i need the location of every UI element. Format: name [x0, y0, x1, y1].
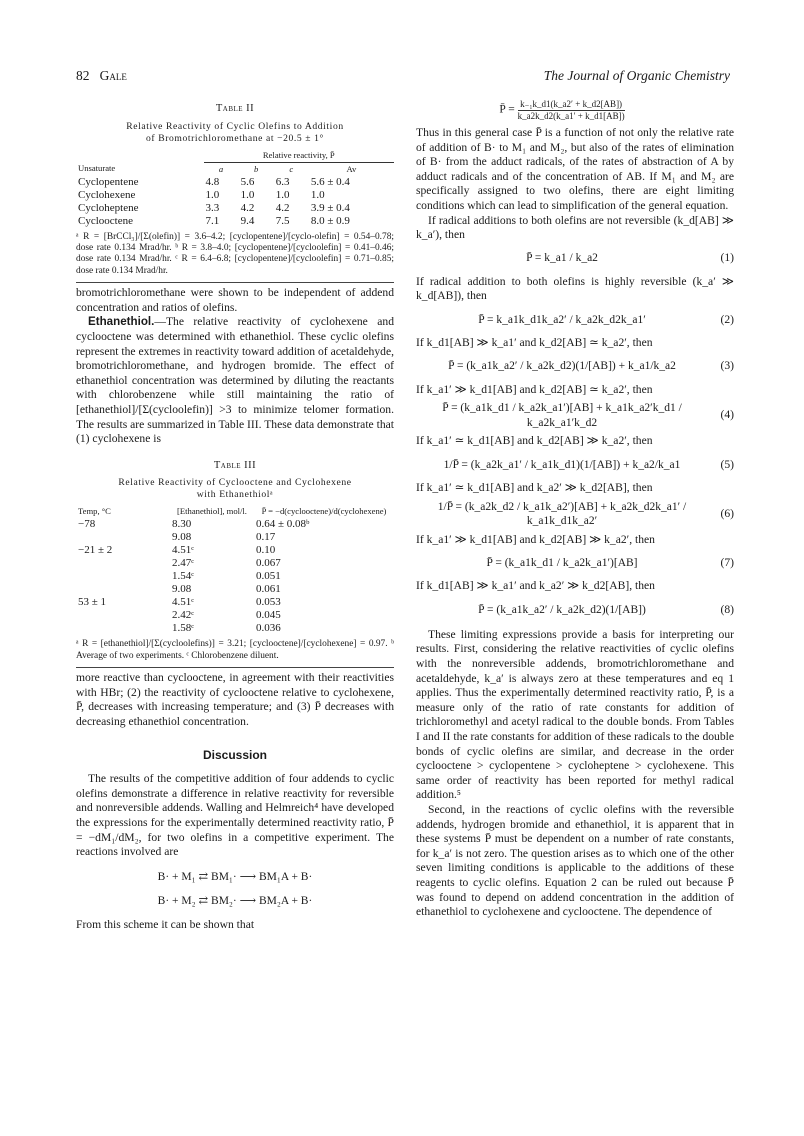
table3-cell: −21 ± 2 — [78, 544, 113, 557]
equation-body: 1/P̄ = (k_a2k_a1′ / k_a1k_d1)(1/[AB]) + k_a2/k_a1 — [443, 458, 681, 471]
table3-col-conc: [Ethanethiol], mol/l. — [177, 506, 247, 517]
table2-cell: 8.0 ± 0.9 — [310, 214, 350, 227]
table3-cell — [76, 622, 170, 635]
table2-cell: 5.6 — [240, 175, 255, 188]
table3-cell: 0.10 — [256, 544, 276, 557]
fraction-denominator: k_a2k_d2(k_a1′ + k_d1[AB]) — [517, 110, 625, 121]
table-row — [76, 544, 394, 557]
table3-cell: 9.08 — [172, 583, 192, 596]
table2-col-b: b — [254, 163, 259, 174]
table3-cell — [76, 557, 170, 570]
table3-caption-line1: Relative Reactivity of Cyclooctene and Cyclohexene — [118, 477, 352, 489]
table2-cell: 1.0 — [205, 188, 220, 201]
table3-cell: 0.061 — [256, 583, 281, 596]
table3-cell: 4.51ᶜ — [172, 596, 195, 609]
section-run-head: Ethanethiol. — [88, 315, 155, 329]
table2-cell: 7.5 — [275, 214, 290, 227]
fraction — [518, 99, 625, 121]
table3-col-temp: Temp, °C — [78, 506, 111, 517]
table2-cell: 4.8 — [205, 175, 220, 188]
paragraph: bromotrichloromethane were shown to be independent of addend concentration and ratios of olefins. — [76, 286, 394, 314]
equation-body: P̄ = k_a1 / k_a2 — [526, 252, 598, 265]
table3-title: Table III — [213, 459, 257, 471]
table2-cell: 5.6 ± 0.4 — [310, 175, 350, 188]
table3-cell — [76, 531, 170, 544]
equation-body: 1/P̄ = (k_a2k_d2 / k_a1k_a2′)[AB] + k_a2k_d2k_a1′ / k_a1k_d1k_a2′ — [437, 500, 687, 528]
author-name: Gale — [99, 68, 127, 83]
table3-cell: 0.067 — [256, 557, 281, 570]
fraction-numerator: k₋₁k_d1(k_a2′ + k_d2[AB]) — [518, 99, 625, 111]
table3-cell: 2.42ᶜ — [172, 609, 195, 622]
reaction-equation: B· + M₂ ⇄ BM₂· ⟶ BM₂A + B· — [157, 894, 313, 907]
table-row — [76, 189, 394, 202]
table2-cell: Cyclopentene — [78, 175, 139, 188]
page-header — [76, 68, 730, 86]
paragraph: The results of the competitive addition of four addends to cyclic olefins demonstrate a difference in relative reactivity for reversible and nonreversible addends. Walling and Helmreich⁴ have developed the expressions for the experimentally determined reactivity ratio, P̄ = −dM₁/dM₂, for two olefins in a competitive experiment. The reactions involved are — [76, 772, 394, 859]
table3-cell: 0.045 — [256, 609, 281, 622]
table3-cell: 0.036 — [256, 622, 281, 635]
table-row — [76, 557, 394, 570]
table-row — [76, 202, 394, 215]
table2-cell: Cyclooctene — [78, 214, 133, 227]
table2-cell: 3.9 ± 0.4 — [310, 201, 350, 214]
table2-col-av: Av — [346, 163, 357, 174]
table-row — [76, 570, 394, 583]
condition-text: If k_d1[AB] ≫ k_a1′ and k_a2′ ≫ k_d2[AB], then — [416, 579, 655, 593]
paragraph: These limiting expressions provide a basis for interpreting our results. First, considering the relative reactivities of cyclic olefins with the nonreversible addends, bromotrichloromethane and acetaldehyde, k_a′ is always zero at these temperatures and eq 1 applies. Thus the experimentally determined reactivity ratio, P̄, is a measure only of the ratio of rate constants for addition of trichloromethyl and acetyl radical to the double bonds. From Tables I and II the rate constants for addition of these radicals to the double bonds of cyclic olefins are similar, and decrease in the order cyclooctene > cyclopentene > cycloheptene > cyclohexene. This same order of reactivity has been reported for methyl radical addition.⁵ — [416, 627, 734, 802]
table3-cell: 0.053 — [256, 596, 281, 609]
table3-cell: 0.64 ± 0.08ᵇ — [256, 518, 310, 531]
table2-cell: 9.4 — [240, 214, 255, 227]
reaction-scheme — [76, 870, 394, 908]
equation-body: P̄ = (k_a1k_d1 / k_a2k_a1′)[AB] + k_a1k_a2′k_d1 / k_a2k_a1′k_d2 — [442, 402, 682, 429]
equation-number: (3) — [720, 359, 734, 373]
divider — [76, 282, 394, 283]
table2-cell: 1.0 — [275, 188, 290, 201]
equation-number: (7) — [720, 555, 734, 569]
table2-cell: Cyclohexene — [78, 188, 136, 201]
equation-5 — [416, 453, 734, 477]
condition-text: If k_d1[AB] ≫ k_a1′ and k_d2[AB] ≃ k_a2′, then — [416, 335, 653, 349]
equation-body: P̄ = $\frac{\text{k₋₁k\_d1(k\_a2′ + k\_d2[AB])}}{k\_a2k\_d2(k\_a1' + k\_d1[AB])}$ — [499, 99, 625, 121]
paragraph: more reactive than cyclooctene, in agreement with their reactivities with HBr; (2) the reactivity of cyclooctene relative to cyclohexene, P̄, decreases with increasing temperature; and (3) P̄ decreases with decreasing ethanethiol concentration. — [76, 671, 394, 728]
table3-cell: 4.51ᶜ — [172, 544, 195, 557]
table3-cell: 0.051 — [256, 570, 281, 583]
table2-caption-line1: Relative Reactivity of Cyclic Olefins to Addition — [126, 120, 344, 132]
table3-cell — [76, 583, 170, 596]
paragraph — [76, 315, 394, 446]
equation-body: P̄ = (k_a1k_a2′ / k_a2k_d2)(1/[AB]) — [478, 603, 646, 616]
table3-col-p: P̄ = −d(cyclooctene)/d(cyclohexene) — [261, 506, 387, 517]
equation-1 — [416, 247, 734, 271]
table2-cell: 4.2 — [240, 201, 255, 214]
table2 — [76, 149, 394, 228]
paragraph: Second, in the reactions of cyclic olefins with the reversible addends, hydrogen bromide and ethanethiol, it is apparent that in these systems P̄ must be dependent on a number of rate constants, for k_a′ is not zero. The question arises as to which one of the other seven limiting conditions is applicable to the additions of these reagents to cyclic olefins. Equation 2 can be ruled out because P̄ was found to depend on addend concentration in the addition of ethanethiol to cyclohexene and cyclooctene. The dependence of — [416, 803, 734, 919]
table-row — [76, 622, 394, 635]
table2-caption-line2: of Bromotrichloromethane at −20.5 ± 1° — [146, 132, 324, 144]
table3-cell: 0.17 — [256, 531, 276, 544]
table3-cell — [76, 570, 170, 583]
table-row — [76, 215, 394, 228]
table2-group-header: Relative reactivity, P̄ — [204, 149, 394, 163]
equation-number: (5) — [720, 457, 734, 471]
equation-body: P̄ = k_a1k_d1k_a2′ / k_a2k_d2k_a1′ — [478, 313, 646, 326]
table-row — [76, 531, 394, 544]
equation-number: (1) — [720, 251, 734, 265]
table3-cell: 53 ± 1 — [78, 596, 107, 609]
table2-cell: 4.2 — [275, 201, 290, 214]
paragraph: If radical additions to both olefins are not reversible (k_d[AB] ≫ k_a′), then — [416, 213, 734, 242]
equation-4 — [416, 401, 734, 430]
condition-text: If k_a1′ ≫ k_d1[AB] and k_d2[AB] ≫ k_a2′, then — [416, 532, 655, 546]
table2-cell: Cycloheptene — [78, 201, 139, 214]
table3-footnote: ᵃ R = [ethanethiol]/[Σ(cycloolefins)] = 3.21; [cyclooctene]/[cyclohexene] = 0.97. ᵇ Average of two experiments. ᶜ Chlorobenzene diluent. — [76, 639, 394, 661]
table3-cell: 2.47ᶜ — [172, 557, 195, 570]
table2-cell: 1.0 — [240, 188, 255, 201]
table-row — [76, 596, 394, 609]
condition-text: If k_a1′ ≫ k_d1[AB] and k_d2[AB] ≃ k_a2′, then — [416, 382, 653, 396]
table3-cell: 9.08 — [172, 531, 192, 544]
table2-title: Table II — [215, 103, 255, 114]
equation-body: P̄ = (k_a1k_a2′ / k_a2k_d2)(1/[AB]) + k_a1/k_a2 — [448, 360, 676, 373]
equation-body: P̄ = (k_a1k_d1 / k_a2k_a1′)[AB] — [486, 556, 638, 569]
table2-caption — [76, 121, 394, 145]
condition-text: If k_a1′ ≃ k_d1[AB] and k_a2′ ≫ k_d2[AB], then — [416, 480, 653, 494]
equation-number: (6) — [720, 506, 734, 520]
paragraph-text: —The relative reactivity of cyclohexene and cyclooctene was determined with ethanethiol. These cyclic olefins represent the extremes in reactivity toward addition of acetaldehyde, bromotrichloromethane, and hydrogen bromide. The effect of ethanethiol concentration was determined by diluting the reactants with chlorobenzene while still maintaining the ratio of [ethanethiol]/[Σ(cycloolefin)] >3 to minimize telomer formation. The results are summarized in Table III. These data demonstrate that (1) cyclohexene is — [76, 315, 394, 446]
table3-cell: 8.30 — [172, 518, 192, 531]
table2-cell: 3.3 — [205, 201, 220, 214]
left-column — [76, 98, 394, 932]
table2-col-a: a — [218, 163, 224, 174]
table3 — [76, 505, 394, 635]
table2-col-c: c — [289, 163, 294, 174]
reaction-equation: B· + M₁ ⇄ BM₁· ⟶ BM₁A + B· — [157, 870, 313, 883]
page-number-author — [76, 68, 127, 84]
table3-caption — [76, 477, 394, 501]
table-row — [76, 609, 394, 622]
table-row — [76, 518, 394, 531]
paragraph: Thus in this general case P̄ is a function of not only the relative rate of addition of B· to M₁ and M₂, but also of the rates of elimination of B· from the adduct radicals, of the rates of abstraction of A by adduct radicals and of the concentration of AB. If M₁ and M₂ are specifically assigned to two olefins, there are eight limiting conditions which can lead to simplification of the general equation. — [416, 126, 734, 212]
table3-cell: −78 — [78, 518, 96, 531]
equation-6 — [416, 500, 734, 529]
equation-number: (2) — [720, 312, 734, 326]
journal-name: The Journal of Organic Chemistry — [543, 68, 730, 83]
divider — [76, 667, 394, 668]
paragraph: From this scheme it can be shown that — [76, 917, 255, 931]
table2-footnote: ᵃ R = [BrCCl₃]/[Σ(olefin)] = 3.6–4.2; [cyclopentene]/[cyclo-olefin] = 0.54–0.78; dose rate 0.134 Mrad/hr. ᵇ R = 3.8–4.0; [cyclopentene]/[cycloolefin] = 0.41–0.46; dose rate 0.134 Mrad/hr. ᶜ R = 6.4–6.8; [cyclopentene]/[cycloolefin] = 0.71–0.85; dose rate 0.134 Mrad/hr. — [76, 231, 394, 276]
right-column — [416, 98, 734, 920]
equation-3 — [416, 355, 734, 379]
equation-general — [416, 98, 734, 122]
table3-cell: 1.54ᶜ — [172, 570, 195, 583]
section-heading: Discussion — [202, 747, 268, 762]
equation-2 — [416, 308, 734, 332]
equation-7 — [416, 551, 734, 575]
table-row — [76, 176, 394, 189]
table-row — [76, 583, 394, 596]
equation-8 — [416, 598, 734, 622]
table2-cell: 1.0 — [310, 188, 325, 201]
page-number: 82 — [76, 68, 90, 83]
table3-caption-line2: with Ethanethiolᵃ — [196, 489, 274, 501]
table2-col-unsaturate: Unsaturate — [78, 163, 116, 174]
table2-cell: 7.1 — [205, 214, 220, 227]
table2-cell: 6.3 — [275, 175, 290, 188]
equation-number: (8) — [720, 602, 734, 616]
paragraph: If radical addition to both olefins is highly reversible (k_a′ ≫ k_d[AB]), then — [416, 274, 734, 303]
table3-cell: 1.58ᶜ — [172, 622, 195, 635]
equation-number: (4) — [720, 408, 734, 422]
condition-text: If k_a1′ ≃ k_d1[AB] and k_d2[AB] ≫ k_a2′, then — [416, 434, 653, 448]
table3-cell — [76, 609, 170, 622]
